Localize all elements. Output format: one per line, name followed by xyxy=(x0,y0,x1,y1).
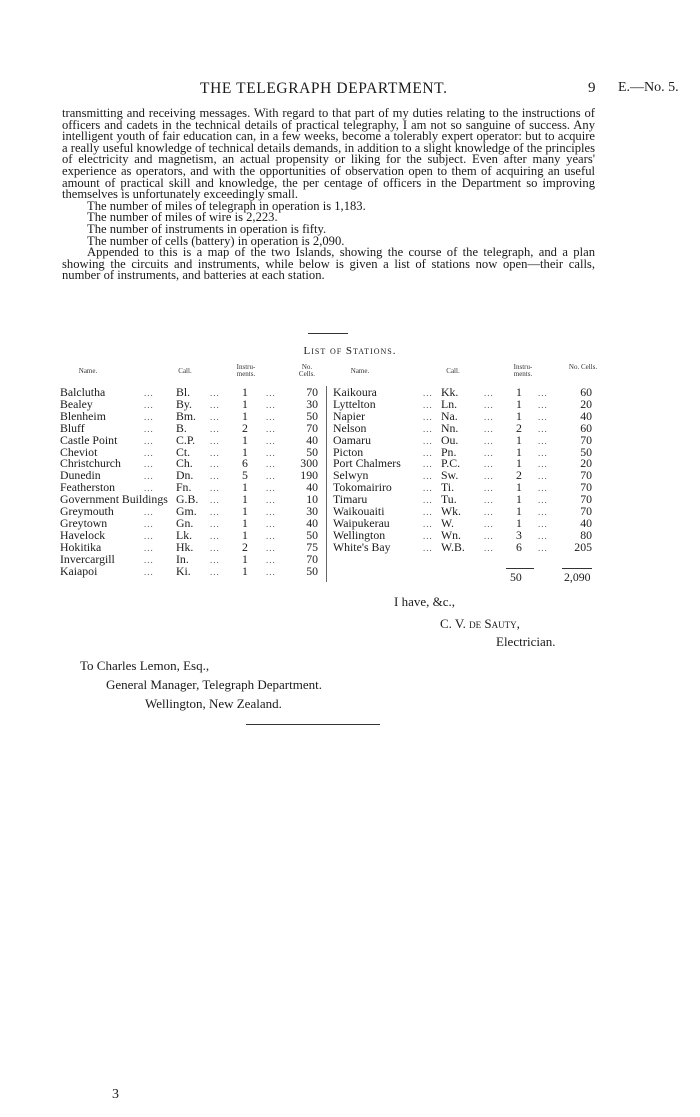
header-name-right: Name. xyxy=(350,367,370,375)
leader-dots: ... xyxy=(266,423,276,434)
station-name: Lyttelton xyxy=(333,396,376,411)
station-call: Na. xyxy=(441,408,458,423)
leader-dots: ... xyxy=(484,495,494,506)
station-cells: 70 xyxy=(580,432,592,447)
station-cells: 10 xyxy=(306,492,318,507)
leader-dots: ... xyxy=(423,388,433,398)
leader-dots: ... xyxy=(210,459,220,470)
station-cells: 70 xyxy=(580,468,592,483)
station-call: Lk. xyxy=(176,527,193,542)
leader-dots: ... xyxy=(484,399,494,410)
station-instruments: 2 xyxy=(516,468,522,483)
station-instruments: 1 xyxy=(242,408,248,423)
station-name: White's Bay xyxy=(333,539,391,554)
header-name-left: Name. xyxy=(78,367,98,375)
leader-dots: ... xyxy=(538,542,548,553)
station-instruments: 1 xyxy=(242,515,248,530)
station-call: Kk. xyxy=(441,385,459,399)
leader-dots: ... xyxy=(538,495,548,506)
leader-dots: ... xyxy=(210,411,220,422)
leader-dots: ... xyxy=(144,483,154,494)
totals-rule-cells xyxy=(562,568,592,569)
leader-dots: ... xyxy=(423,459,433,470)
station-call: Nn. xyxy=(441,420,459,435)
station-instruments: 1 xyxy=(516,385,522,399)
station-call: Wk. xyxy=(441,504,461,518)
leader-dots: ... xyxy=(266,471,276,482)
leader-dots: ... xyxy=(144,507,154,517)
leader-dots: ... xyxy=(266,459,276,470)
signature-mark: 3 xyxy=(112,1087,119,1102)
station-name: Balclutha xyxy=(60,385,106,399)
header-call-right: Call. xyxy=(446,367,460,375)
station-name: Napier xyxy=(333,408,366,423)
station-name: Featherston xyxy=(60,480,116,495)
station-cells: 50 xyxy=(306,408,318,423)
station-call: Bl. xyxy=(176,385,191,399)
leader-dots: ... xyxy=(266,388,276,398)
leader-dots: ... xyxy=(484,530,494,541)
leader-dots: ... xyxy=(144,518,154,529)
station-cells: 40 xyxy=(306,480,318,495)
leader-dots: ... xyxy=(266,566,276,577)
station-call: Pn. xyxy=(441,444,457,459)
signer-name xyxy=(440,616,520,632)
station-instruments: 1 xyxy=(242,527,248,542)
closing-divider xyxy=(246,724,380,725)
leader-dots: ... xyxy=(538,435,548,446)
signer-name-text: C. V. de Sauty, xyxy=(440,616,520,631)
station-instruments: 1 xyxy=(242,563,248,578)
station-instruments: 3 xyxy=(516,527,522,542)
paragraph-miles-wire: The number of miles of wire is 2,223. xyxy=(87,210,278,225)
leader-dots: ... xyxy=(144,447,154,458)
leader-dots: ... xyxy=(538,388,548,398)
leader-dots: ... xyxy=(144,530,154,541)
station-cells: 70 xyxy=(580,480,592,495)
leader-dots: ... xyxy=(423,507,433,517)
station-cells: 30 xyxy=(306,396,318,411)
leader-dots: ... xyxy=(423,471,433,482)
station-instruments: 1 xyxy=(516,432,522,447)
leader-dots: ... xyxy=(144,399,154,410)
leader-dots: ... xyxy=(210,483,220,494)
leader-dots: ... xyxy=(144,471,154,482)
station-call: G.B. xyxy=(176,492,199,507)
address-line-3: Wellington, New Zealand. xyxy=(145,696,282,711)
leader-dots: ... xyxy=(484,507,494,517)
address-line-2: General Manager, Telegraph Department. xyxy=(106,677,322,692)
station-call: In. xyxy=(176,551,189,566)
station-instruments: 1 xyxy=(242,504,248,518)
station-name: Bluff xyxy=(60,420,85,435)
station-name: Government Buildings xyxy=(60,492,168,507)
paragraph-miles-telegraph: The number of miles of telegraph in operation is 1,183. xyxy=(87,198,366,213)
station-instruments: 1 xyxy=(516,504,522,518)
station-instruments: 6 xyxy=(516,539,522,554)
station-call: Bm. xyxy=(176,408,196,423)
leader-dots: ... xyxy=(266,495,276,506)
station-call: Hk. xyxy=(176,539,194,554)
station-name: Hokitika xyxy=(60,539,102,554)
station-call: Ct. xyxy=(176,444,191,459)
leader-dots: ... xyxy=(266,399,276,410)
leader-dots: ... xyxy=(538,507,548,517)
leader-dots: ... xyxy=(210,530,220,541)
station-instruments: 1 xyxy=(516,515,522,530)
station-call: Dn. xyxy=(176,468,194,483)
leader-dots: ... xyxy=(538,447,548,458)
leader-dots: ... xyxy=(538,518,548,529)
station-instruments: 1 xyxy=(516,444,522,459)
station-name: Kaiapoi xyxy=(60,563,98,578)
station-call: Ou. xyxy=(441,432,459,447)
leader-dots: ... xyxy=(423,530,433,541)
station-call: By. xyxy=(176,396,192,411)
station-instruments: 5 xyxy=(242,468,248,483)
station-instruments: 1 xyxy=(242,385,248,399)
station-name: Greymouth xyxy=(60,504,114,518)
station-cells: 70 xyxy=(580,504,592,518)
leader-dots: ... xyxy=(266,554,276,565)
address-line-1: To Charles Lemon, Esq., xyxy=(80,658,210,673)
station-cells: 50 xyxy=(580,444,592,459)
station-cells: 70 xyxy=(306,385,318,399)
leader-dots: ... xyxy=(423,495,433,506)
station-call: P.C. xyxy=(441,456,461,471)
leader-dots: ... xyxy=(538,423,548,434)
station-call: Gn. xyxy=(176,515,194,530)
leader-dots: ... xyxy=(266,483,276,494)
station-call: Ch. xyxy=(176,456,193,471)
station-name: Tokomairiro xyxy=(333,480,392,495)
header-cells-left: No. Cells. xyxy=(298,363,316,378)
leader-dots: ... xyxy=(538,411,548,422)
station-cells: 60 xyxy=(580,385,592,399)
leader-dots: ... xyxy=(484,447,494,458)
page-number: 9 xyxy=(588,80,596,96)
leader-dots: ... xyxy=(538,399,548,410)
station-cells: 60 xyxy=(580,420,592,435)
station-cells: 50 xyxy=(306,444,318,459)
station-cells: 40 xyxy=(306,515,318,530)
leader-dots: ... xyxy=(423,411,433,422)
station-cells: 70 xyxy=(306,420,318,435)
leader-dots: ... xyxy=(484,459,494,470)
document-reference: E.—No. 5. xyxy=(618,80,679,95)
station-cells: 50 xyxy=(306,527,318,542)
totals-rule-instruments xyxy=(506,568,534,569)
leader-dots: ... xyxy=(266,542,276,553)
station-call: Sw. xyxy=(441,468,459,483)
station-call: Ki. xyxy=(176,563,191,578)
station-name: Christchurch xyxy=(60,456,121,471)
station-cells: 190 xyxy=(300,468,318,483)
station-call: Ln. xyxy=(441,396,458,411)
leader-dots: ... xyxy=(423,447,433,458)
leader-dots: ... xyxy=(210,471,220,482)
station-name: Greytown xyxy=(60,515,108,530)
station-instruments: 1 xyxy=(242,444,248,459)
station-name: Selwyn xyxy=(333,468,369,483)
station-name: Invercargill xyxy=(60,551,115,566)
table-caption: List of Stations. xyxy=(303,345,397,357)
station-cells: 205 xyxy=(574,539,592,554)
leader-dots: ... xyxy=(423,518,433,529)
station-name: Cheviot xyxy=(60,444,98,459)
leader-dots: ... xyxy=(484,435,494,446)
leader-dots: ... xyxy=(210,542,220,553)
leader-dots: ... xyxy=(144,435,154,446)
station-cells: 50 xyxy=(306,563,318,578)
station-cells: 70 xyxy=(306,551,318,566)
total-instruments: 50 xyxy=(510,570,522,584)
header-call-left: Call. xyxy=(178,367,192,375)
paragraph-continuation: transmitting and receiving messages. With regard to that part of my duties relating to the instructions of officers and cadets in the technical details of practical telegraphy, I am not so sanguine of success. Any intelligent youth of fair education can, in a few weeks, become a tolerably expert operator: but to acquire a really useful knowledge of technical details demands, in addition to a slight knowledge of the principles of electricity and magnetism, an actual propensity or liking for the subject. Even after many years' experience as operators, and with the opportunities of observation open to them of acquiring an useful amount of practical skill and knowledge, the per centage of officers in the Department so improving themselves is unfortunately exceedingly small. xyxy=(62,106,595,202)
station-instruments: 1 xyxy=(242,432,248,447)
station-instruments: 1 xyxy=(516,492,522,507)
station-instruments: 2 xyxy=(516,420,522,435)
station-instruments: 6 xyxy=(242,456,248,471)
leader-dots: ... xyxy=(484,471,494,482)
paragraph-instruments: The number of instruments in operation is fifty. xyxy=(87,221,327,236)
station-name: Wellington xyxy=(333,527,386,542)
signer-title: Electrician. xyxy=(496,634,556,649)
leader-dots: ... xyxy=(210,447,220,458)
leader-dots: ... xyxy=(144,542,154,553)
station-call: Ti. xyxy=(441,480,455,495)
station-name: Waipukerau xyxy=(333,515,390,530)
paragraph-cells: The number of cells (battery) in operation is 2,090. xyxy=(87,233,345,248)
station-instruments: 1 xyxy=(242,396,248,411)
running-title: THE TELEGRAPH DEPARTMENT. xyxy=(200,80,448,97)
leader-dots: ... xyxy=(144,459,154,470)
station-instruments: 1 xyxy=(516,480,522,495)
leader-dots: ... xyxy=(423,423,433,434)
station-call: Fn. xyxy=(176,480,192,495)
leader-dots: ... xyxy=(210,495,220,506)
leader-dots: ... xyxy=(144,411,154,422)
station-name: Blenheim xyxy=(60,408,106,423)
station-name: Oamaru xyxy=(333,432,371,447)
leader-dots: ... xyxy=(484,518,494,529)
leader-dots: ... xyxy=(210,554,220,565)
header-instruments-left: Instru-ments. xyxy=(236,363,256,378)
leader-dots: ... xyxy=(144,554,154,565)
leader-dots: ... xyxy=(210,518,220,529)
leader-dots: ... xyxy=(484,423,494,434)
leader-dots: ... xyxy=(266,447,276,458)
leader-dots: ... xyxy=(266,435,276,446)
closing-line: I have, &c., xyxy=(394,594,456,609)
leader-dots: ... xyxy=(210,423,220,434)
station-call: W.B. xyxy=(441,539,465,554)
leader-dots: ... xyxy=(266,507,276,517)
station-name: Castle Point xyxy=(60,432,118,447)
station-cells: 80 xyxy=(580,527,592,542)
column-divider xyxy=(326,386,327,582)
paragraph-appendix: Appended to this is a map of the two Islands, showing the course of the telegraph, and a plan showing the circuits and instruments, while below is given a list of stations now open—their calls, number of instruments, and batteries at each station. xyxy=(62,245,595,283)
station-instruments: 2 xyxy=(242,539,248,554)
leader-dots: ... xyxy=(266,530,276,541)
leader-dots: ... xyxy=(423,483,433,494)
total-cells: 2,090 xyxy=(564,570,591,584)
station-call: Wn. xyxy=(441,527,461,542)
station-instruments: 1 xyxy=(242,480,248,495)
station-name: Picton xyxy=(333,444,364,459)
header-instruments-right: Instru-ments. xyxy=(513,363,533,378)
leader-dots: ... xyxy=(210,435,220,446)
leader-dots: ... xyxy=(210,388,220,398)
leader-dots: ... xyxy=(210,507,220,517)
station-cells: 75 xyxy=(306,539,318,554)
leader-dots: ... xyxy=(144,566,154,577)
station-call: C.P. xyxy=(176,432,196,447)
station-name: Waikouaiti xyxy=(333,504,385,518)
station-name: Dunedin xyxy=(60,468,101,483)
station-instruments: 1 xyxy=(516,396,522,411)
station-cells: 70 xyxy=(580,492,592,507)
station-name: Nelson xyxy=(333,420,367,435)
leader-dots: ... xyxy=(144,388,154,398)
station-name: Port Chalmers xyxy=(333,456,401,471)
station-name: Kaikoura xyxy=(333,385,377,399)
station-instruments: 1 xyxy=(242,492,248,507)
station-call: B. xyxy=(176,420,187,435)
station-instruments: 1 xyxy=(516,456,522,471)
leader-dots: ... xyxy=(538,483,548,494)
leader-dots: ... xyxy=(538,471,548,482)
station-instruments: 1 xyxy=(516,408,522,423)
leader-dots: ... xyxy=(423,399,433,410)
leader-dots: ... xyxy=(266,518,276,529)
station-cells: 40 xyxy=(580,408,592,423)
leader-dots: ... xyxy=(266,411,276,422)
station-name: Havelock xyxy=(60,527,106,542)
station-cells: 30 xyxy=(306,504,318,518)
station-cells: 40 xyxy=(580,515,592,530)
station-cells: 40 xyxy=(306,432,318,447)
station-call: Tu. xyxy=(441,492,457,507)
leader-dots: ... xyxy=(210,566,220,577)
station-call: W. xyxy=(441,515,455,530)
leader-dots: ... xyxy=(538,459,548,470)
leader-dots: ... xyxy=(210,399,220,410)
station-name: Bealey xyxy=(60,396,93,411)
station-instruments: 2 xyxy=(242,420,248,435)
leader-dots: ... xyxy=(423,435,433,446)
leader-dots: ... xyxy=(484,388,494,398)
leader-dots: ... xyxy=(484,411,494,422)
station-instruments: 1 xyxy=(242,551,248,566)
leader-dots: ... xyxy=(484,483,494,494)
leader-dots: ... xyxy=(484,542,494,553)
station-name: Timaru xyxy=(333,492,368,507)
leader-dots: ... xyxy=(538,530,548,541)
station-cells: 20 xyxy=(580,396,592,411)
header-cells-right: No. Cells. xyxy=(568,363,598,371)
leader-dots: ... xyxy=(144,423,154,434)
station-call: Gm. xyxy=(176,504,197,518)
station-cells: 20 xyxy=(580,456,592,471)
station-cells: 300 xyxy=(300,456,318,471)
leader-dots: ... xyxy=(423,542,433,553)
